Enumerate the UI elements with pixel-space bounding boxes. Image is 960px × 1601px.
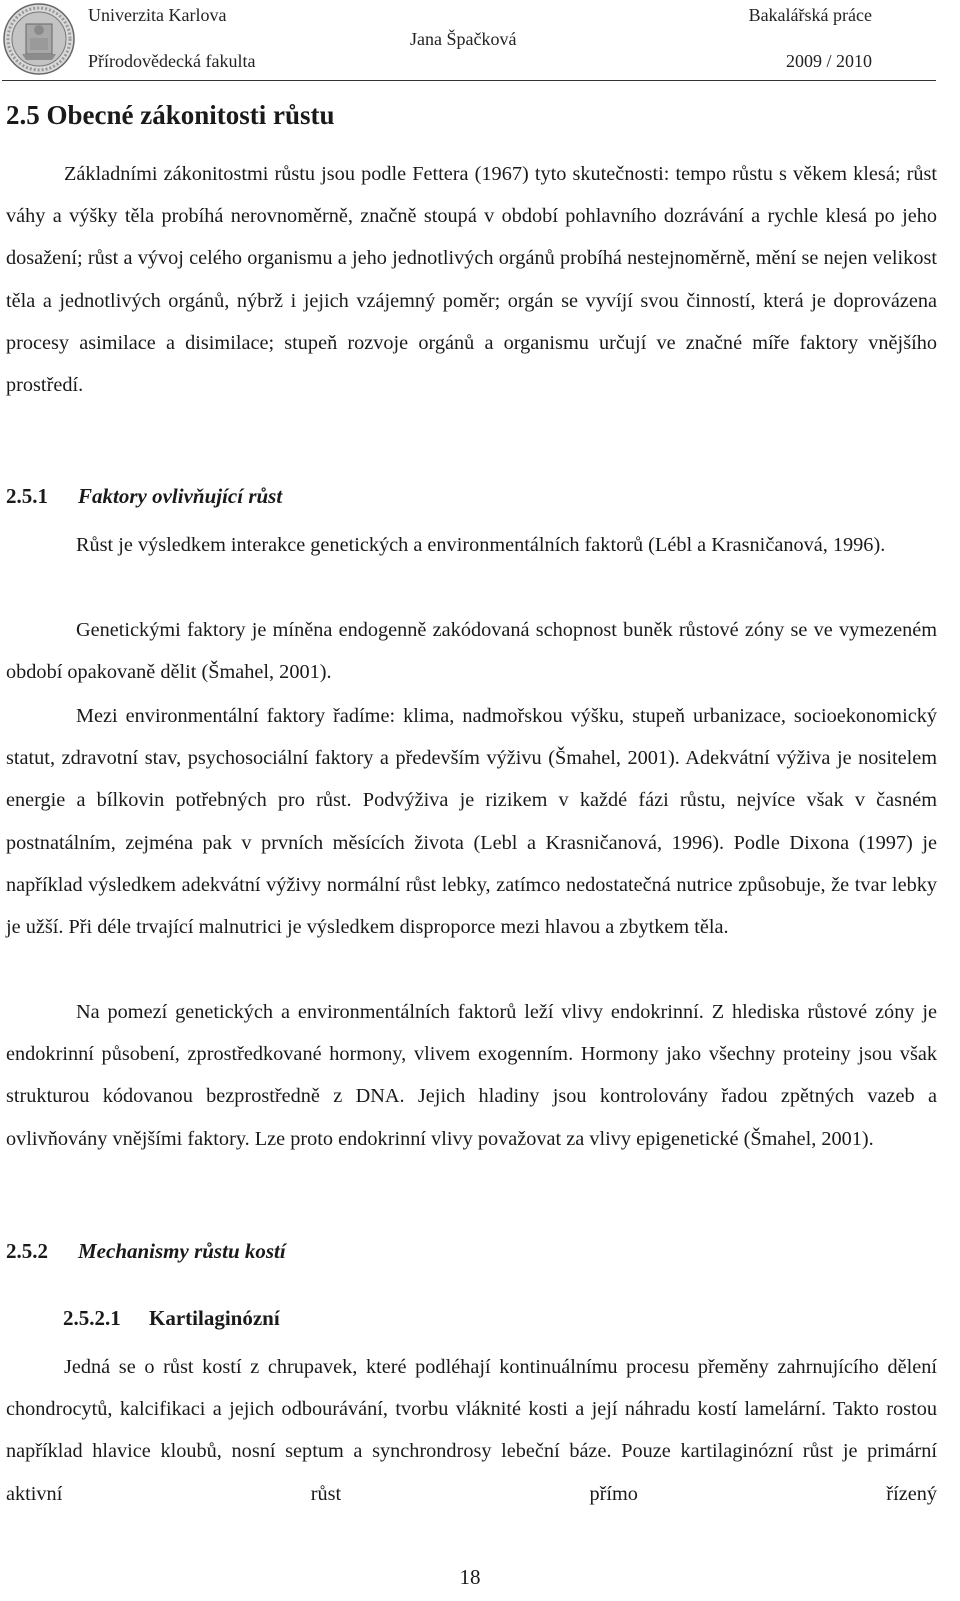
page-number: 18 bbox=[459, 1565, 481, 1589]
subsection-number: 2.5.2 bbox=[6, 1239, 48, 1263]
paragraph-environmental-factors: Mezi environmentální faktory řadíme: klima, nadmořskou výšku, stupeň urbanizace, socioekonomický statut, zdravotní stav, psychosociální faktory a především výživu (Šmahel, 2001). Adekvátní výživa je nositelem energie a bílkovin potřebných pro růst. Podvýživa je rizikem v každé fázi růstu, nejvíce však v časném postnatálním, zejména pak v prvních měsících života (Lebl a Krasničanová, 1996). Podle Dixona (1997) je například výsledkem adekvátní výživy normální růst lebky, zatímco nedostatečná nutrice způsobuje, že tvar lebky je užší. Při déle trvající malnutrici je výsledkem disproporce mezi hlavou a zbytkem těla. bbox=[6, 705, 937, 939]
header-document-type: Bakalářská práce bbox=[748, 5, 872, 25]
subsection-number: 2.5.1 bbox=[6, 484, 48, 508]
subsubsection-number: 2.5.2.1 bbox=[63, 1306, 121, 1330]
header-divider bbox=[2, 80, 936, 81]
header-university: Univerzita Karlova bbox=[88, 5, 227, 25]
header-year: 2009 / 2010 bbox=[785, 51, 872, 71]
subsection-heading-mechanisms bbox=[6, 1239, 286, 1264]
subsubsection-heading-cartilaginous bbox=[63, 1306, 280, 1331]
paragraph-genetic-factors: Genetickými faktory je míněna endogenně zakódovaná schopnost buněk růstové zóny se ve vymezeném období opakovaně dělit (Šmahel, 2001). bbox=[6, 619, 937, 684]
header-author: Jana Špačková bbox=[410, 29, 517, 49]
paragraph-endocrine-factors: Na pomezí genetických a environmentálních faktorů leží vlivy endokrinní. Z hlediska růstové zóny je endokrinní působení, zprostředkované hormony, vlivem exogenním. Hormony jako všechny proteiny jsou však strukturou kódovanou bezprostředně z DNA. Jejich hladiny jsou kontrolovány řadou zpětných vazeb a ovlivňovány vnějšími faktory. Lze proto endokrinní vlivy považovat za vlivy epigenetické (Šmahel, 2001). bbox=[6, 1001, 937, 1150]
subsection-heading-factors bbox=[6, 484, 282, 509]
header-faculty: Přírodovědecká fakulta bbox=[88, 51, 256, 71]
university-seal-logo bbox=[2, 2, 76, 76]
paragraph-growth-interaction: Růst je výsledkem interakce genetických a environmentálních faktorů (Lébl a Krasničanová, 1996). bbox=[76, 534, 886, 556]
section-intro-paragraph: Základními zákonitostmi růstu jsou podle Fettera (1967) tyto skutečnosti: tempo růstu s věkem klesá; růst váhy a výšky těla probíhá nerovnoměrně, značně stoupá v období pohlavního dozrávání a rychle klesá po jeho dosažení; růst a vývoj celého organismu a jeho jednotlivých orgánů probíhá nestejnoměrně, mění se nejen velikost těla a jednotlivých orgánů, nýbrž i jejich vzájemný poměr; orgán se vyvíjí svou činností, která je doprovázena procesy asimilace a disimilace; stupeň rozvoje orgánů a organismu určují ve značné míře faktory vnějšího prostředí. bbox=[6, 163, 937, 397]
page-header bbox=[0, 0, 960, 82]
subsubsection-title: Kartilaginózní bbox=[149, 1306, 280, 1330]
paragraph-cartilaginous-growth: Jedná se o růst kostí z chrupavek, které podléhají kontinuálnímu procesu přeměny zahrnujícího dělení chondrocytů, kalcifikaci a jejich odbourávání, tvorbu vláknité kosti a její náhradu kostí lamelární. Takto rostou například hlavice kloubů, nosní septum a synchrondrosy lebeční báze. Pouze kartilaginózní růst je primární aktivní růst přímo řízený bbox=[6, 1356, 937, 1505]
subsection-title: Mechanismy růstu kostí bbox=[78, 1239, 286, 1263]
section-heading: 2.5 Obecné zákonitosti růstu bbox=[6, 100, 335, 130]
subsection-title: Faktory ovlivňující růst bbox=[78, 484, 283, 508]
